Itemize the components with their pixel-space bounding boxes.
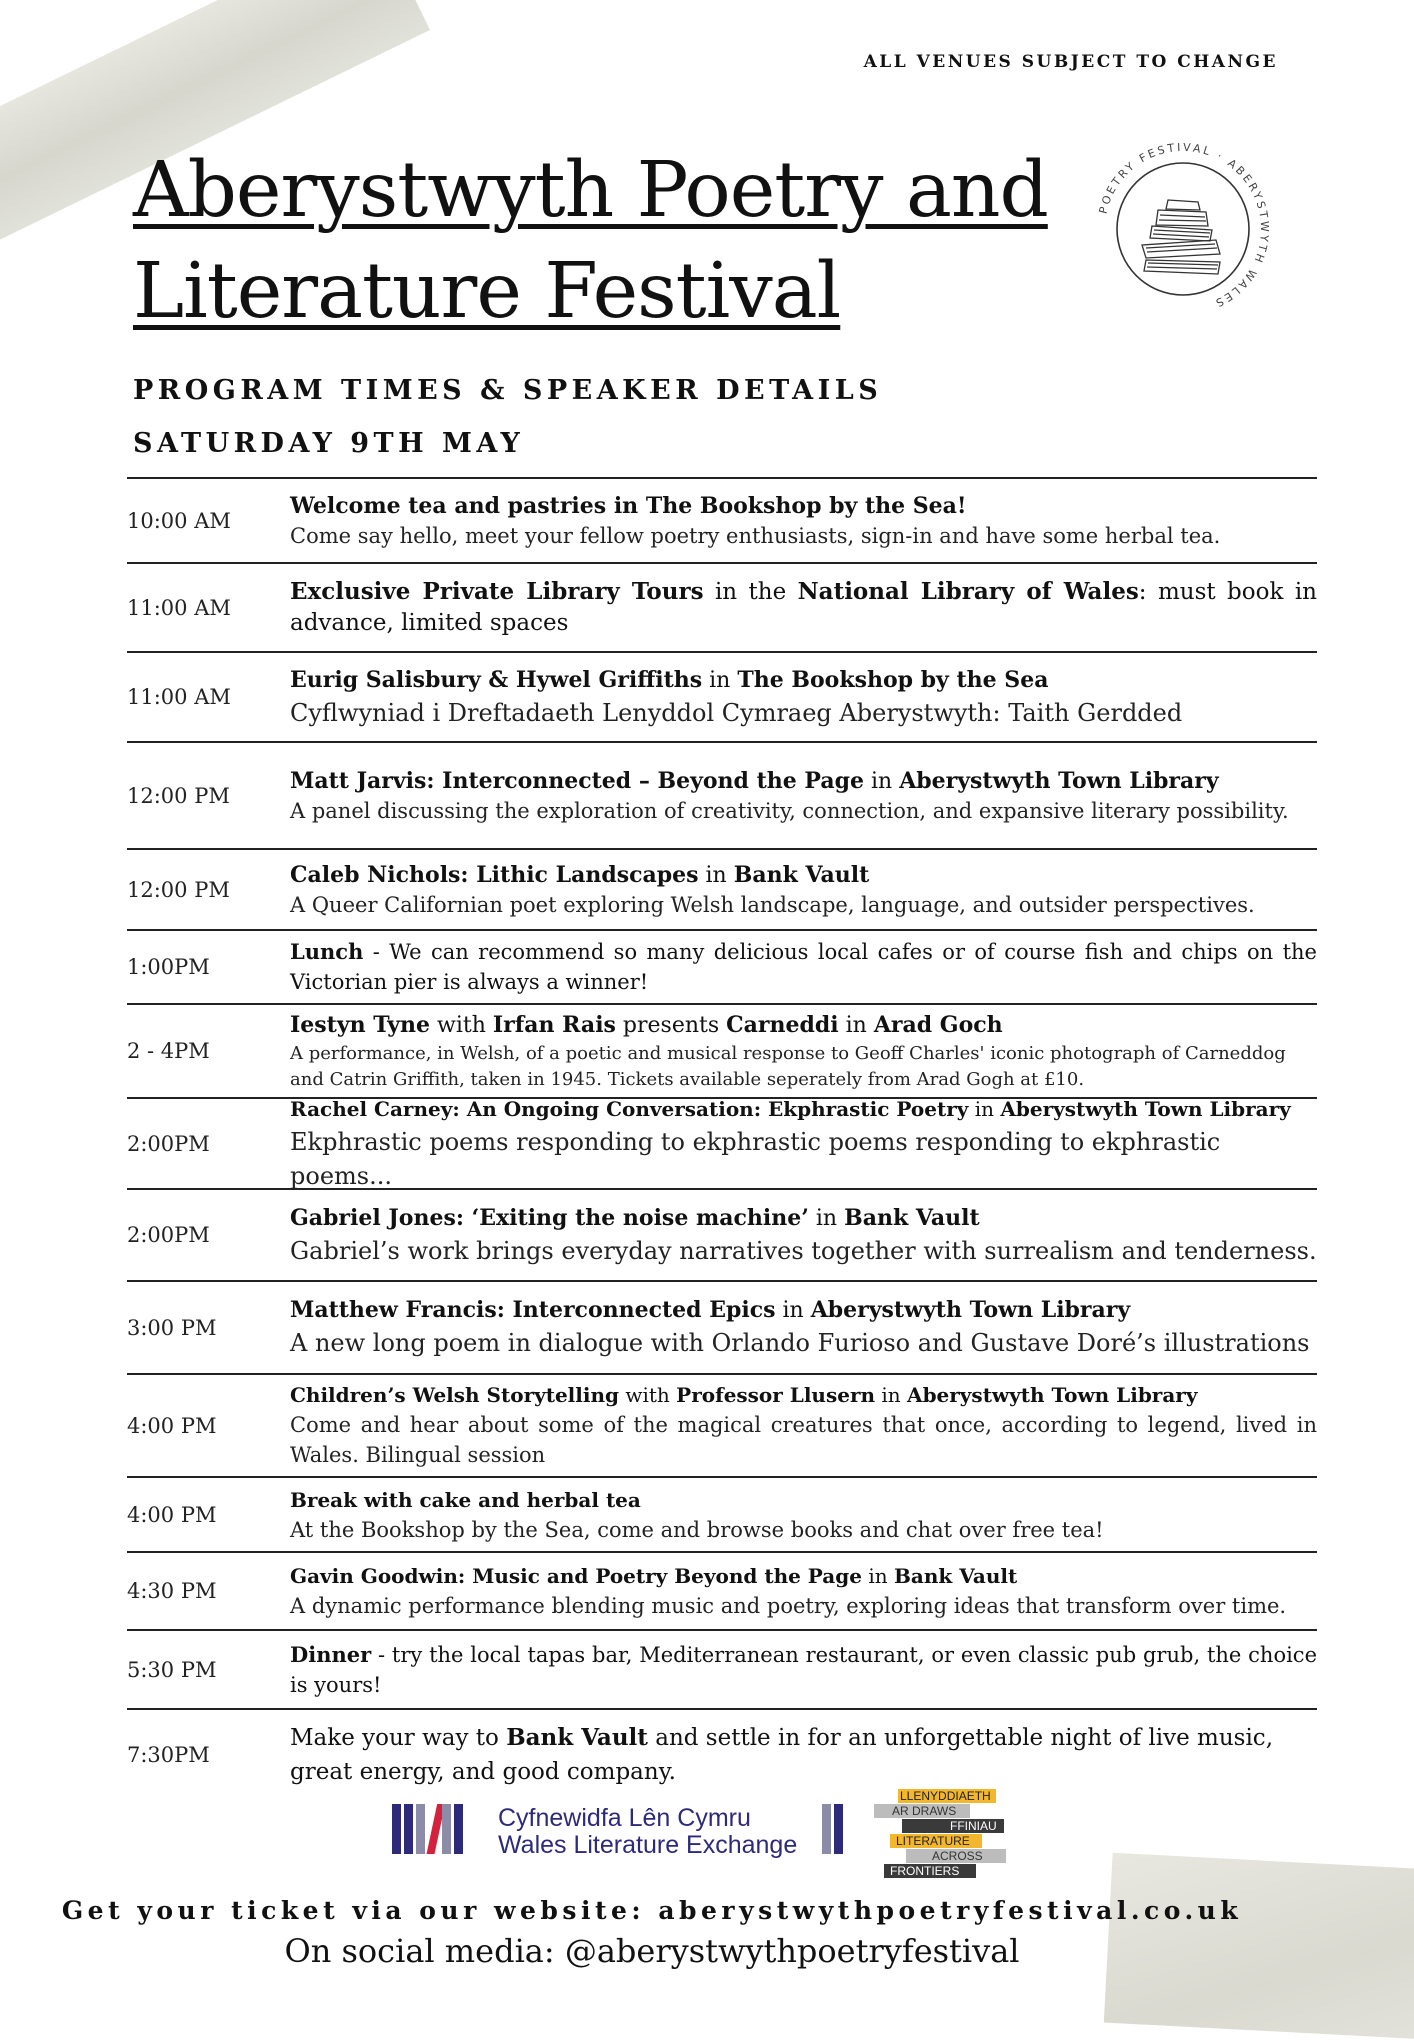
- festival-logo: [1094, 140, 1272, 318]
- event-description: [290, 1094, 1317, 1193]
- schedule-row: [127, 562, 1317, 651]
- event-details: Ekphrastic poems responding to ekphrastic poems responding to ekphrastic poems...: [290, 1128, 1221, 1190]
- event-time: 10:00 AM: [127, 508, 231, 533]
- event-details: A Queer Californian poet exploring Welsh landscape, language, and outsider perspectives.: [290, 892, 1255, 917]
- event-description: Lunch - We can recommend so many delicious local cafes or of course fish and chips on the Victorian pier is always a winner!: [290, 939, 1317, 994]
- event-title: Welcome tea and pastries in The Bookshop by the Sea!: [290, 492, 967, 519]
- laf-line-1: LLENYDDIAETH: [900, 1789, 991, 1803]
- event-time: 4:00 PM: [127, 1502, 217, 1527]
- event-time: 11:00 AM: [127, 685, 231, 709]
- event-time: 7:30PM: [127, 1742, 210, 1767]
- event-description: [290, 766, 1317, 826]
- event-time: 2:00PM: [127, 1131, 210, 1156]
- event-time: 12:00 PM: [127, 877, 230, 902]
- wle-english-name: Wales Literature Exchange: [498, 1831, 798, 1859]
- event-description: Exclusive Private Library Tours in the National Library of Wales: must book in advance, limited spaces: [290, 578, 1317, 636]
- schedule-row: [127, 1188, 1317, 1280]
- event-details: Gabriel’s work brings everyday narratives together with surrealism and tenderness.: [290, 1236, 1317, 1265]
- program-date: SATURDAY 9TH MAY: [133, 428, 525, 459]
- laf-line-3: FFINIAU: [950, 1819, 997, 1833]
- event-title: Iestyn Tyne with Irfan Rais presents Carneddi in Arad Goch: [290, 1011, 1003, 1038]
- social-handle[interactable]: On social media: @aberystwythpoetryfestival: [284, 1932, 1020, 1970]
- laf-line-6: FRONTIERS: [890, 1864, 960, 1878]
- schedule-row: [127, 1003, 1317, 1097]
- program-subtitle: PROGRAM TIMES & SPEAKER DETAILS: [133, 375, 883, 406]
- event-title: Children’s Welsh Storytelling with Professor Llusern in Aberystwyth Town Library: [290, 1383, 1198, 1407]
- event-time: 12:00 PM: [127, 783, 230, 808]
- event-description: [290, 1010, 1317, 1093]
- schedule-row: [127, 1280, 1317, 1373]
- event-description: Make your way to Bank Vault and settle in for an unforgettable night of live music, great energy, and good company.: [290, 1723, 1273, 1785]
- page-title: [133, 140, 1048, 342]
- event-details: A dynamic performance blending music and poetry, exploring ideas that transform over time.: [290, 1594, 1287, 1618]
- schedule-row: [127, 741, 1317, 848]
- event-title: Matt Jarvis: Interconnected – Beyond the Page in Aberystwyth Town Library: [290, 767, 1219, 794]
- event-details: A panel discussing the exploration of creativity, connection, and expansive literary possibility.: [290, 798, 1289, 823]
- event-description: [290, 1561, 1317, 1621]
- wle-welsh-name: Cyfnewidfa Lên Cymru: [498, 1804, 751, 1832]
- schedule-row: [127, 1629, 1317, 1708]
- event-title: Rachel Carney: An Ongoing Conversation: Ekphrastic Poetry in Aberystwyth Town Library: [290, 1097, 1291, 1121]
- website-line: [0, 1896, 1414, 1925]
- event-title: Caleb Nichols: Lithic Landscapes in Bank Vault: [290, 861, 870, 888]
- event-title: Matthew Francis: Interconnected Epics in Aberystwyth Town Library: [290, 1297, 1131, 1323]
- social-line: [0, 1932, 1414, 1970]
- schedule-row: [127, 651, 1317, 741]
- schedule-row: [127, 1708, 1317, 1799]
- schedule-row: [127, 848, 1317, 929]
- schedule-row: [127, 1097, 1317, 1188]
- event-time: 11:00 AM: [127, 595, 231, 620]
- event-time: 3:00 PM: [127, 1315, 217, 1340]
- laf-line-2: AR DRAWS: [892, 1804, 957, 1818]
- event-description: [290, 491, 1317, 551]
- event-title: Eurig Salisbury & Hywel Griffiths in The Bookshop by the Sea: [290, 666, 1049, 693]
- schedule-row: [127, 1476, 1317, 1551]
- event-details: At the Bookshop by the Sea, come and browse books and chat over free tea!: [290, 1517, 1104, 1542]
- book-stack-icon: [1142, 200, 1220, 274]
- schedule-row: [127, 1373, 1317, 1476]
- event-details: Come and hear about some of the magical creatures that once, according to legend, lived in Wales. Bilingual session: [290, 1413, 1317, 1467]
- event-time: 5:30 PM: [127, 1657, 217, 1682]
- title-line-2: Literature Festival: [133, 247, 841, 336]
- venue-notice: ALL VENUES SUBJECT TO CHANGE: [863, 52, 1278, 72]
- event-description: Dinner - try the local tapas bar, Mediterranean restaurant, or even classic pub grub, the choice is yours!: [290, 1641, 1317, 1697]
- schedule-table: [127, 477, 1317, 1799]
- event-details: Come say hello, meet your fellow poetry enthusiasts, sign-in and have some herbal tea.: [290, 523, 1221, 548]
- event-title: Gabriel Jones: ‘Exiting the noise machine’ in Bank Vault: [290, 1204, 980, 1231]
- event-description: [290, 1295, 1317, 1360]
- website-link[interactable]: Get your ticket via our website: aberystwythpoetryfestival.co.uk: [61, 1896, 1243, 1925]
- event-description: [290, 1203, 1317, 1268]
- laf-line-5: ACROSS: [932, 1849, 983, 1863]
- literature-across-frontiers-logo: [872, 1785, 1012, 1885]
- schedule-row: [127, 477, 1317, 562]
- event-time: 1:00PM: [127, 955, 210, 979]
- event-details: Cyflwyniad i Dreftadaeth Lenyddol Cymraeg Aberystwyth: Taith Gerdded: [290, 698, 1183, 727]
- event-time: 2:00PM: [127, 1223, 210, 1247]
- event-time: 2 - 4PM: [127, 1039, 210, 1063]
- title-line-1: Aberystwyth Poetry and: [133, 146, 1048, 235]
- event-description: [290, 860, 1317, 920]
- wales-literature-exchange-logo: [390, 1800, 852, 1860]
- event-title: Break with cake and herbal tea: [290, 1487, 641, 1512]
- event-description: [290, 1381, 1317, 1470]
- laf-line-4: LITERATURE: [896, 1834, 970, 1848]
- event-description: [290, 665, 1317, 730]
- event-details: A new long poem in dialogue with Orlando Furioso and Gustave Doré’s illustrations: [290, 1329, 1310, 1357]
- event-time: 4:30 PM: [127, 1579, 217, 1603]
- event-details: A performance, in Welsh, of a poetic and musical response to Geoff Charles' iconic photograph of Carneddog and Catrin Griffith, taken in 1945. Tickets available seperately from Arad Gogh at £10.: [290, 1042, 1286, 1090]
- event-time: 4:00 PM: [127, 1413, 217, 1438]
- schedule-row: [127, 1551, 1317, 1629]
- event-description: [290, 1485, 1317, 1545]
- schedule-row: [127, 929, 1317, 1003]
- logo-ring-text: POETRY FESTIVAL · ABERYSTWYTH WALES: [1096, 140, 1272, 311]
- event-title: Gavin Goodwin: Music and Poetry Beyond the Page in Bank Vault: [290, 1564, 1018, 1588]
